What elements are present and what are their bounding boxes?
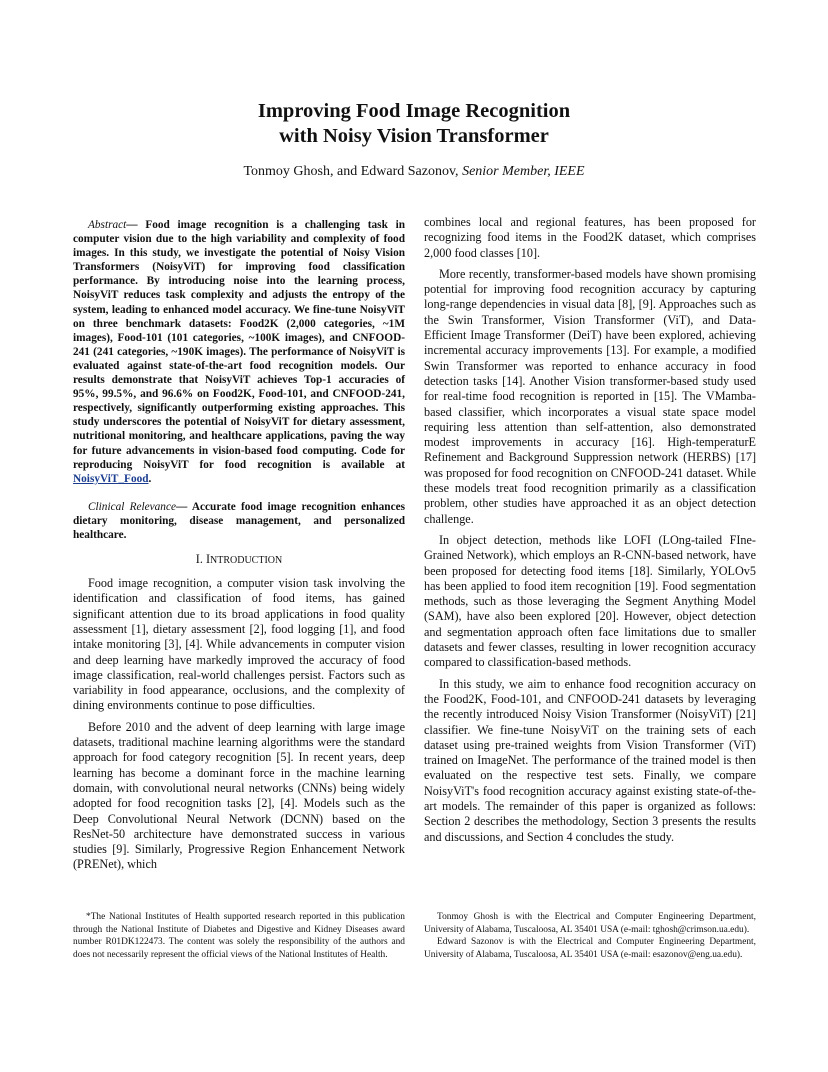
- abstract-dash: —: [126, 219, 146, 231]
- author-affiliation: Senior Member, IEEE: [462, 164, 585, 179]
- abstract: [73, 218, 405, 486]
- author-names: Tonmoy Ghosh, and Edward Sazonov,: [243, 164, 463, 179]
- author-line: [0, 163, 828, 181]
- author-affiliation-footnotes: [424, 911, 756, 961]
- clinical-label: Clinical Relevance: [88, 500, 176, 513]
- section-rest: NTRODUCTION: [210, 555, 283, 567]
- intro-paragraph-2: Before 2010 and the advent of deep learning with large image datasets, traditional machine learning algorithms were the standard approach for food category recognition [5]. In recent years, deep learning has become a dominant force in the machine learning domain, with convolutional neural networks (CNNs) being widely adopted for food recognition tasks [2], [4]. Models such as the Deep Convolutional Neural Network (DCNN) based on the ResNet-50 architecture have demonstrated success in various studies [9]. Similarly, Progressive Region Enhancement Network (PRENet), which: [73, 719, 405, 872]
- left-column: [73, 218, 405, 873]
- funding-footnote: [73, 911, 405, 961]
- clinical-body: Accurate food image recognition enhances dietary monitoring, disease management, and personalized healthcare.: [73, 500, 406, 541]
- abstract-end: .: [148, 472, 152, 485]
- right-column: [424, 215, 756, 845]
- affiliation-footnote-ghosh: Tonmoy Ghosh is with the Electrical and Computer Engineering Department, University of Alabama, Tuscaloosa, AL 35401 USA (e-mail: tghosh@crimson.ua.edu).: [424, 912, 756, 935]
- clinical-relevance: [73, 500, 405, 542]
- intro-paragraph-1: Food image recognition, a computer vision task involving the identification and classification of food items, has gained significant attention due to its broad applications in food quality assessment [1], dietary assessment [2], food logging [1], and food intake monitoring [3], [4]. While advancements in computer vision and deep learning have markedly improved the accuracy of food image classification, real-world challenges persist. Factors such as variability in food appearance, occlusions, and the complexity of dining environments continue to pose difficulties.: [73, 576, 405, 713]
- paper-title: [0, 99, 828, 149]
- intro-paragraph-2-continued: combines local and regional features, has been proposed for recognizing food items in the Food2K dataset, which comprises 2,000 food classes [10].: [424, 215, 756, 260]
- affiliation-footnote-sazonov: Edward Sazonov is with the Electrical and Computer Engineering Department, University of Alabama, Tuscaloosa, AL 35401 USA (e-mail: esazonov@eng.ua.edu).: [424, 937, 756, 960]
- funding-footnote-text: *The National Institutes of Health supported research reported in this publication through the National Institute of Diabetes and Digestive and Kidney Diseases award number R01DK122473. The content was solely the responsibility of the authors and does not necessarily represent the official views of the National Institutes of Health.: [73, 912, 405, 960]
- section-heading-introduction: [73, 552, 405, 568]
- intro-paragraph-5: In this study, we aim to enhance food recognition accuracy on the Food2K, Food-101, and CNFOOD-241 datasets by leveraging the recently introduced Noisy Vision Transformer (NoisyViT) [21] classifier. We fine-tune NoisyViT on the training sets of each dataset using pre-trained weights from Vision Transformer (ViT) trained on ImageNet. The performance of the trained model is then evaluated on the respective test sets. Finally, we compare NoisyViT's food recognition accuracy against existing state-of-the-art models. The remainder of this paper is organized as follows: Section 2 describes the methodology, Section 3 presents the results and discussions, and Section 4 concludes the study.: [424, 676, 756, 844]
- title-line-1: Improving Food Image Recognition: [257, 100, 571, 122]
- intro-paragraph-4: In object detection, methods like LOFI (LOng-tailed FIne-Grained Network), which employs an R-CNN-based network, have been proposed for detecting food items [18]. Similarly, YOLOv5 has been applied to food item recognition [19]. Food segmentation methods, such as those leveraging the Segment Anything Model (SAM), have also been explored [20]. However, object detection and segmentation approach often face limitations due to smaller datasets and fewer classes, resulting in lower recognition accuracy compared to classification-based methods.: [424, 532, 756, 670]
- section-first-letter: I: [205, 552, 210, 567]
- abstract-body: Food image recognition is a challenging task in computer vision due to the high variability and complexity of food images. In this study, we investigate the potential of Noisy Vision Transformers (NoisyViT) for improving food classification performance. By introducing noise into the learning process, NoisyViT reduces task complexity and adjusts the entropy of the system, leading to enhanced model accuracy. We fine-tune NoisyViT on three benchmark datasets: Food2K (2,000 categories, ~1M images), Food-101 (101 categories, ~100K images), and CNFOOD-241 (241 categories, ~190K images). The performance of NoisyViT is evaluated against state-of-the-art food recognition models. Our results demonstrate that NoisyViT achieves Top-1 accuracies of 95%, 99.5%, and 96.6% on Food2K, Food-101, and CNFOOD-241, respectively, significantly outperforming existing approaches. This study underscores the potential of NoisyViT for dietary assessment, nutritional monitoring, and healthcare applications, paving the way for future advancements in vision-based food computing. Code for reproducing NoisyViT for food recognition is available at: [73, 219, 405, 471]
- clinical-dash: —: [176, 500, 192, 513]
- abstract-label: Abstract: [88, 219, 127, 231]
- intro-paragraph-3: More recently, transformer-based models have shown promising potential for improving food recognition accuracy by capturing long-range dependencies in visual data [8], [9]. Approaches such as the Swin Transformer, Vision Transformer (ViT), and Data-Efficient Image Transformer (DeiT) have been explored, achieving incremental accuracy improvements [13]. For example, a modified Swin Transformer was reported to enhance accuracy in food detection tasks [14]. Another Vision transformer-based study used for real-time food recognition is reported in [15]. The VMamba-based classifier, which incorporates a visual state space model requiring less attention than self-attention, also demonstrated modest improvements in accuracy [16]. High-temperaturE Refinement and Background Suppression network (HERBS) [17] was proposed for food recognition on CNFOOD-241 dataset. While these models treat food recognition primarily as a classification problem, other studies have approached it as an object detection challenge.: [424, 266, 756, 526]
- section-numeral: I.: [195, 552, 203, 567]
- title-line-2: with Noisy Vision Transformer: [279, 125, 549, 147]
- code-link[interactable]: NoisyViT_Food: [73, 472, 149, 485]
